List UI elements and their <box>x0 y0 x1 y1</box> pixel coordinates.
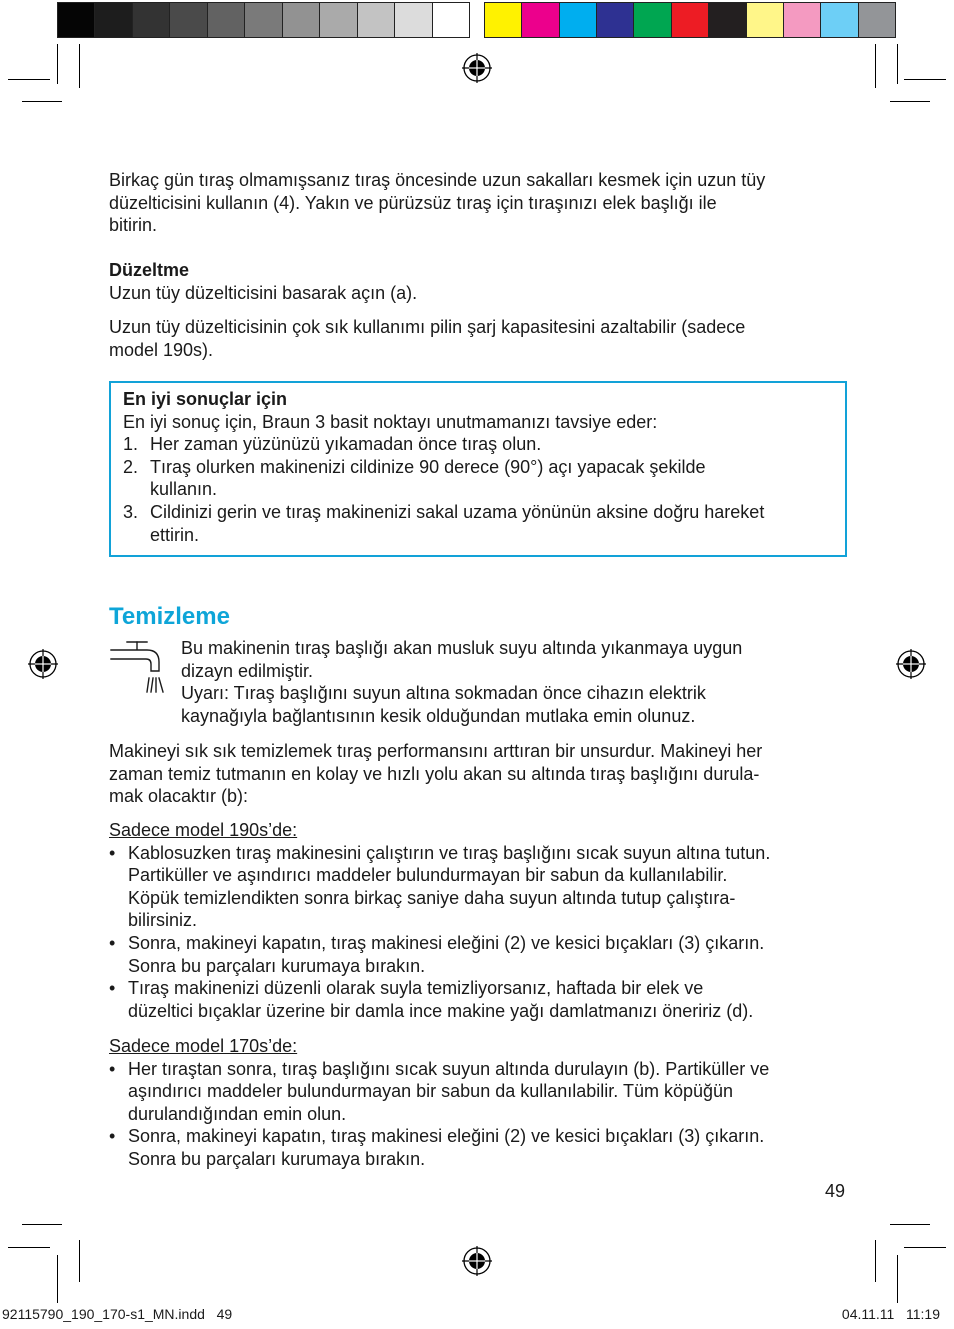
text-line: Sonra, makineyi kapatın, tıraş makinesi eleğini (2) ve kesici bıçakları (3) çıkarın. <box>128 1126 765 1147</box>
text-line: Uzun tüy düzelticisini basarak açın (a). <box>109 282 418 303</box>
color-swatch <box>433 3 469 37</box>
bullet-icon: • <box>109 1126 116 1147</box>
crop-mark <box>8 1247 50 1248</box>
page-number: 49 <box>824 1181 845 1201</box>
file-slug: 92115790_190_170-s1_MN.indd 49 <box>2 1306 233 1322</box>
crop-mark <box>904 79 946 80</box>
best-results-box <box>109 381 847 557</box>
list-item <box>109 977 854 1022</box>
trimming-section <box>109 259 854 304</box>
process-color-bar <box>484 2 896 38</box>
bullet-icon: • <box>109 1058 116 1079</box>
color-swatch <box>747 3 784 37</box>
crop-mark <box>8 79 50 80</box>
crop-mark <box>79 1240 80 1282</box>
crop-mark <box>890 1224 930 1225</box>
color-swatch <box>634 3 671 37</box>
color-swatch <box>522 3 559 37</box>
text-line: Birkaç gün tıraş olmamışsanız tıraş öncesinde uzun sakalları kesmek için uzun tüy <box>109 170 766 190</box>
list-item <box>109 932 854 977</box>
color-swatch <box>245 3 282 37</box>
model-170s-heading: Sadece model 170s’de: <box>109 1036 298 1056</box>
text-line: Sonra bu parçaları kurumaya bırakın. <box>128 1148 426 1169</box>
crop-mark <box>875 1240 876 1282</box>
intro-paragraph <box>109 169 854 237</box>
text-line: bitirin. <box>109 215 158 236</box>
crop-mark <box>57 44 58 84</box>
list-item <box>123 433 833 456</box>
list-item <box>123 456 833 501</box>
color-swatch <box>395 3 432 37</box>
text-line: düzelticisini kullanın (4). Yakın ve pürüzsüz tıraş için tıraşınızı elek başlığı ile <box>109 192 717 213</box>
text-line: Makineyi sık sık temizlemek tıraş performansını arttıran bir unsurdur. Makineyi her <box>109 741 763 761</box>
color-swatch <box>133 3 170 37</box>
text-line: durulandığından emin olun. <box>128 1103 347 1124</box>
bullet-icon: • <box>109 842 116 863</box>
color-swatch <box>485 3 522 37</box>
tap-warning <box>181 637 851 727</box>
cleaning-title: Temizleme <box>109 603 230 630</box>
crop-mark <box>22 101 62 102</box>
tips-heading: En iyi sonuçlar için <box>123 389 288 409</box>
crop-mark <box>904 1247 946 1248</box>
color-swatch <box>672 3 709 37</box>
color-swatch <box>597 3 634 37</box>
text-line: zaman temiz tutmanın en kolay ve hızlı yolu akan su altında tıraş başlığını durula- <box>109 763 760 784</box>
text-line: Sonra bu parçaları kurumaya bırakın. <box>128 955 426 976</box>
crop-mark <box>875 44 876 88</box>
water-tap-icon <box>109 638 167 696</box>
text-line: Köpük temizlendikten sonra birkaç saniye daha suyun altında tutup çalıştıra- <box>128 887 736 908</box>
text-line: düzeltici bıçaklar üzerine bir damla ince makine yağı damlatmanızı öneririz (d). <box>128 1000 754 1021</box>
cleaning-paragraph <box>109 740 854 808</box>
crop-mark <box>897 1255 898 1303</box>
list-item <box>123 501 833 546</box>
text-line: mak olacaktır (b): <box>109 786 249 807</box>
list-number: 3. <box>123 501 139 522</box>
color-swatch <box>358 3 395 37</box>
model-190s-section <box>109 819 854 1022</box>
model-170s-section <box>109 1035 854 1171</box>
list-number: 2. <box>123 456 139 477</box>
crop-mark <box>890 101 930 102</box>
text-line: aşındırıcı maddeler bulundurmayan bir sabun da kullanılabilir. Tüm köpüğün <box>128 1081 734 1102</box>
text-line: Partiküller ve aşındırıcı maddeler bulundurmayan bir sabun da kullanılabilir. <box>128 865 728 886</box>
text-line: Tıraş olurken makinenizi cildinize 90 derece (90°) açı yapacak şekilde <box>150 456 706 477</box>
grayscale-color-bar <box>57 2 470 38</box>
list-item <box>109 842 854 932</box>
model-190s-heading: Sadece model 190s’de: <box>109 820 298 840</box>
color-swatch <box>170 3 207 37</box>
list-number: 1. <box>123 434 139 455</box>
text-line: Tıraş makinenizi düzenli olarak suyla temizliyorsanız, haftada bir elek ve <box>128 978 704 999</box>
text-line: Uzun tüy düzelticisinin çok sık kullanımı pilin şarj kapasitesini azaltabilir (sadece <box>109 317 746 337</box>
text-line: dizayn edilmiştir. <box>181 660 314 681</box>
trimming-heading: Düzeltme <box>109 260 190 280</box>
text-line: model 190s). <box>109 339 214 360</box>
registration-mark-icon <box>26 647 60 681</box>
text-line: Her zaman yüzünüzü yıkamadan önce tıraş olun. <box>150 434 542 455</box>
color-swatch <box>320 3 357 37</box>
color-swatch <box>208 3 245 37</box>
bullet-icon: • <box>109 932 116 953</box>
color-swatch <box>859 3 895 37</box>
text-line: kullanın. <box>150 479 218 500</box>
color-swatch <box>283 3 320 37</box>
bullet-icon: • <box>109 978 116 999</box>
list-item <box>109 1125 854 1170</box>
text-line: Sonra, makineyi kapatın, tıraş makinesi eleğini (2) ve kesici bıçakları (3) çıkarın. <box>128 932 765 953</box>
crop-mark <box>57 1255 58 1303</box>
color-swatch <box>709 3 746 37</box>
tips-intro: En iyi sonuç için, Braun 3 basit noktayı unutmamanızı tavsiye eder: <box>123 411 658 432</box>
color-swatch <box>95 3 132 37</box>
text-line: Kablosuzken tıraş makinesini çalıştırın ve tıraş başlığını sıcak suyun altına tutun. <box>128 842 771 863</box>
date-slug: 04.11.11 11:19 <box>841 1306 940 1322</box>
text-line: Cildinizi gerin ve tıraş makinenizi sakal uzama yönünün aksine doğru hareket <box>150 501 765 522</box>
registration-mark-icon <box>460 1244 494 1278</box>
registration-mark-icon <box>460 51 494 85</box>
color-swatch <box>58 3 95 37</box>
list-item <box>109 1058 854 1126</box>
text-line: Bu makinenin tıraş başlığı akan musluk suyu altında yıkanmaya uygun <box>181 638 743 658</box>
registration-mark-icon <box>894 647 928 681</box>
color-swatch <box>560 3 597 37</box>
color-swatch <box>784 3 821 37</box>
crop-mark <box>79 44 80 88</box>
text-line: Uyarı: Tıraş başlığını suyun altına sokmadan önce cihazın elektrik <box>181 683 706 704</box>
color-swatch <box>821 3 858 37</box>
text-line: ettirin. <box>150 524 200 545</box>
battery-note <box>109 316 854 361</box>
text-line: kaynağıyla bağlantısının kesik olduğundan mutlaka emin olunuz. <box>181 705 696 726</box>
text-line: Her tıraştan sonra, tıraş başlığını sıcak suyun altında durulayın (b). Partiküller ve <box>128 1058 770 1079</box>
crop-mark <box>22 1224 62 1225</box>
text-line: bilirsiniz. <box>128 910 198 931</box>
crop-mark <box>897 44 898 84</box>
